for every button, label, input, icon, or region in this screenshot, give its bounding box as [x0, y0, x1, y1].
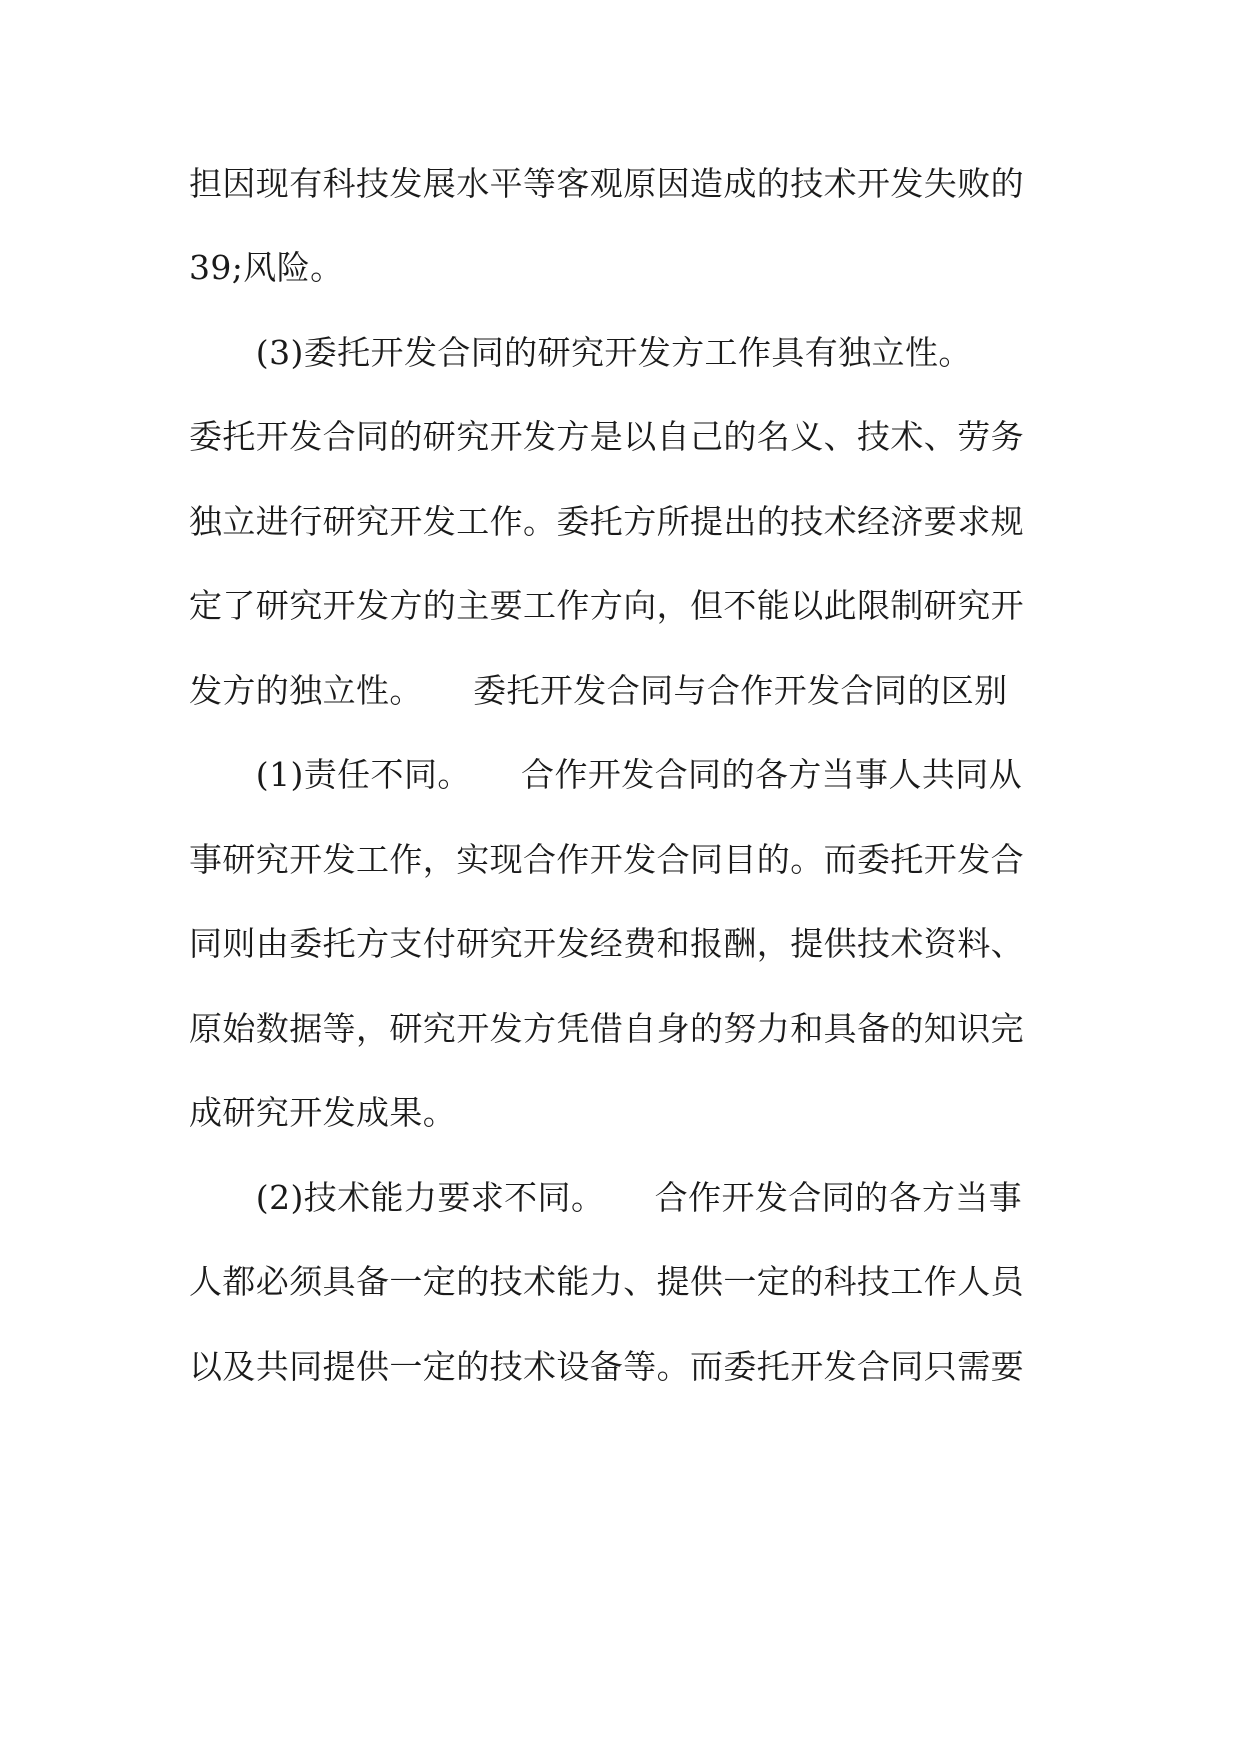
text-line: 独立进行研究开发工作。委托方所提出的技术经济要求规 [189, 502, 1024, 541]
text-line: 委托开发合同的研究开发方是以自己的名义、技术、劳务 [189, 417, 1024, 456]
text-line: 事研究开发工作，实现合作开发合同目的。而委托开发合 [189, 840, 1024, 879]
text-line: 原始数据等，研究开发方凭借自身的努力和具备的知识完 [189, 1009, 1024, 1048]
text-line: 同则由委托方支付研究开发经费和报酬，提供技术资料、 [189, 924, 1024, 963]
text-line: 担因现有科技发展水平等客观原因造成的技术开发失败的 [189, 164, 1024, 203]
text-line: 发方的独立性。 委托开发合同与合作开发合同的区别 [189, 671, 1008, 710]
text-line: (3)委托开发合同的研究开发方工作具有独立性。 [189, 333, 972, 372]
text-line: 成研究开发成果。 [189, 1093, 457, 1132]
text-line: 以及共同提供一定的技术设备等。而委托开发合同只需要 [189, 1347, 1024, 1386]
text-line: 定了研究开发方的主要工作方向，但不能以此限制研究开 [189, 586, 1024, 625]
text-line: (2)技术能力要求不同。 合作开发合同的各方当事 [189, 1178, 1023, 1217]
text-line: 人都必须具备一定的技术能力、提供一定的科技工作人员 [189, 1262, 1024, 1301]
text-line: 39;风险。 [189, 248, 344, 287]
text-line: (1)责任不同。 合作开发合同的各方当事人共同从 [189, 755, 1023, 794]
